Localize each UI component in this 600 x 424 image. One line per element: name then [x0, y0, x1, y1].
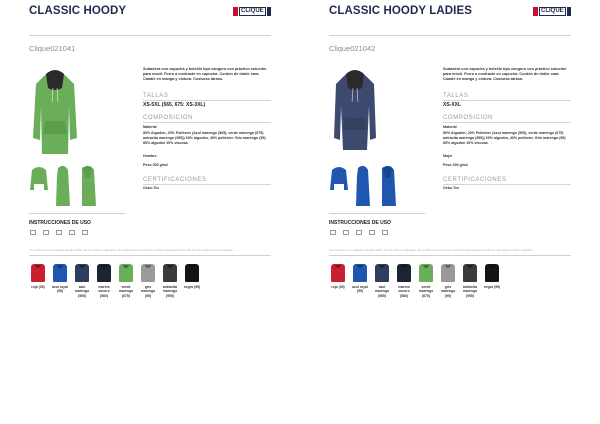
clique-logo: CLIQUE	[233, 6, 271, 17]
sizes-heading: TALLAS	[143, 93, 169, 99]
swatch-anthracite: antracita marengo (955)	[161, 264, 183, 298]
divider	[143, 184, 271, 185]
certifications-heading: CERTIFICACIONES	[143, 177, 207, 183]
tumble-dry-icon	[82, 230, 88, 235]
product-code: Clique021041	[29, 44, 76, 53]
clique-logo: CLIQUE	[533, 6, 571, 17]
dry-clean-icon	[369, 230, 375, 235]
swatch-navy-melange: azul marengo (565)	[373, 264, 395, 298]
iron-icon	[56, 230, 62, 235]
divider	[143, 122, 271, 123]
divider	[443, 122, 571, 123]
composition-heading: COMPOSICION	[443, 115, 493, 121]
divider	[329, 213, 425, 214]
color-swatches	[29, 264, 279, 324]
bleach-icon	[43, 230, 49, 235]
swatch-red: rojo (35)	[329, 264, 351, 289]
sizes-heading: TALLAS	[443, 93, 469, 99]
swatch-anthracite: antracita marengo (955)	[461, 264, 483, 298]
material-label: Material	[443, 125, 457, 129]
product-code: Clique021042	[329, 44, 376, 53]
divider	[29, 255, 271, 256]
bleach-icon	[343, 230, 349, 235]
dry-clean-icon	[69, 230, 75, 235]
swatch-green-melange: verde marengo (675)	[417, 264, 439, 298]
color-swatches	[329, 264, 579, 324]
swatch-royal-blue: azul royal (55)	[51, 264, 73, 294]
product-description: Sudadera con capucha y bolsillo tipo canguro con práctico solución para móvil. Forro a contraste en capucha. Cordón de doble cara. Canalé en manga y cintura. Costuras atraso.	[143, 67, 267, 82]
hoody-main-image	[30, 66, 80, 158]
certifications-heading: CERTIFICACIONES	[443, 177, 507, 183]
divider	[29, 35, 271, 36]
swatch-dark-navy: marino oscuro (580)	[395, 264, 417, 298]
material-value: 80% Algodón, 20% Poliéster (Azul marengo (565), verde marengo (675) antracita marengo (955)) 60% algodón, 40% poliéster. Gris marengo (95) 85% algodón 15% viscosa.	[443, 131, 566, 145]
product-title: CLASSIC HOODY LADIES	[329, 5, 472, 17]
swatch-red: rojo (35)	[29, 264, 51, 289]
color-disclaimer: Los colores en el catálogo pueden diferir de los colores originales. Es posible que los colores cambien ligeramente de lote en lote según el tinte realizado.	[329, 248, 534, 252]
tumble-dry-icon	[382, 230, 388, 235]
swatch-grey-melange: gris marengo (95)	[439, 264, 461, 298]
divider	[29, 213, 125, 214]
material-label: Material	[143, 125, 157, 129]
wash-icon	[330, 230, 336, 235]
swatch-black: negro (99)	[183, 264, 205, 289]
care-icons	[330, 230, 388, 235]
certification-value: Oeko-Tex	[143, 186, 160, 190]
material-value: 80% Algodón, 20% Poliéster (Azul marengo (565), verde marengo (675) antracita marengo (955)) 60% algodón, 40% poliéster. Gris marengo (95) 85% algodón 15% viscosa.	[143, 131, 266, 145]
swatch-navy-melange: azul marengo (565)	[73, 264, 95, 298]
hoody-main-image	[330, 66, 380, 158]
instructions-heading: INSTRUCCIONES DE USO	[29, 220, 91, 226]
swatch-grey-melange: gris marengo (95)	[139, 264, 161, 298]
swatch-dark-navy: marino oscuro (580)	[95, 264, 117, 298]
color-disclaimer: Los colores en el catálogo pueden diferir de los colores originales. Es posible que los colores cambien ligeramente de lote en lote según el tinte realizado.	[29, 248, 234, 252]
divider	[329, 35, 571, 36]
product-title: CLASSIC HOODY	[29, 5, 127, 17]
instructions-heading: INSTRUCCIONES DE USO	[329, 220, 391, 226]
product-description: Sudadera con capucha y bolsillo tipo canguro con práctico solución para móvil. Forro a contraste en capucha. Cordón de doble cara. Canalé en manga y cintura. Costuras atraso.	[443, 67, 567, 82]
sizes-value: XS-XXL	[443, 102, 462, 108]
hoody-thumbnails	[30, 164, 100, 208]
swatch-black: negro (99)	[483, 264, 505, 289]
divider	[443, 184, 571, 185]
certification-value: Oeko-Tex	[443, 186, 460, 190]
iron-icon	[356, 230, 362, 235]
weight-value: Peso 300 g/m2	[143, 163, 168, 167]
sizes-value: XS-5XL (565, 675: XS-3XL)	[143, 102, 206, 108]
catalog-page-ladies	[300, 0, 600, 424]
hoody-thumbnails	[330, 164, 400, 208]
gender-value: Mujer	[443, 154, 453, 158]
divider	[143, 100, 271, 101]
swatch-green-melange: verde marengo (675)	[117, 264, 139, 298]
composition-heading: COMPOSICION	[143, 115, 193, 121]
divider	[329, 255, 571, 256]
gender-value: Hombre	[143, 154, 157, 158]
swatch-royal-blue: azul royal (55)	[351, 264, 373, 294]
wash-icon	[30, 230, 36, 235]
care-icons	[30, 230, 88, 235]
weight-value: Peso 300 g/m2	[443, 163, 468, 167]
divider	[443, 100, 571, 101]
